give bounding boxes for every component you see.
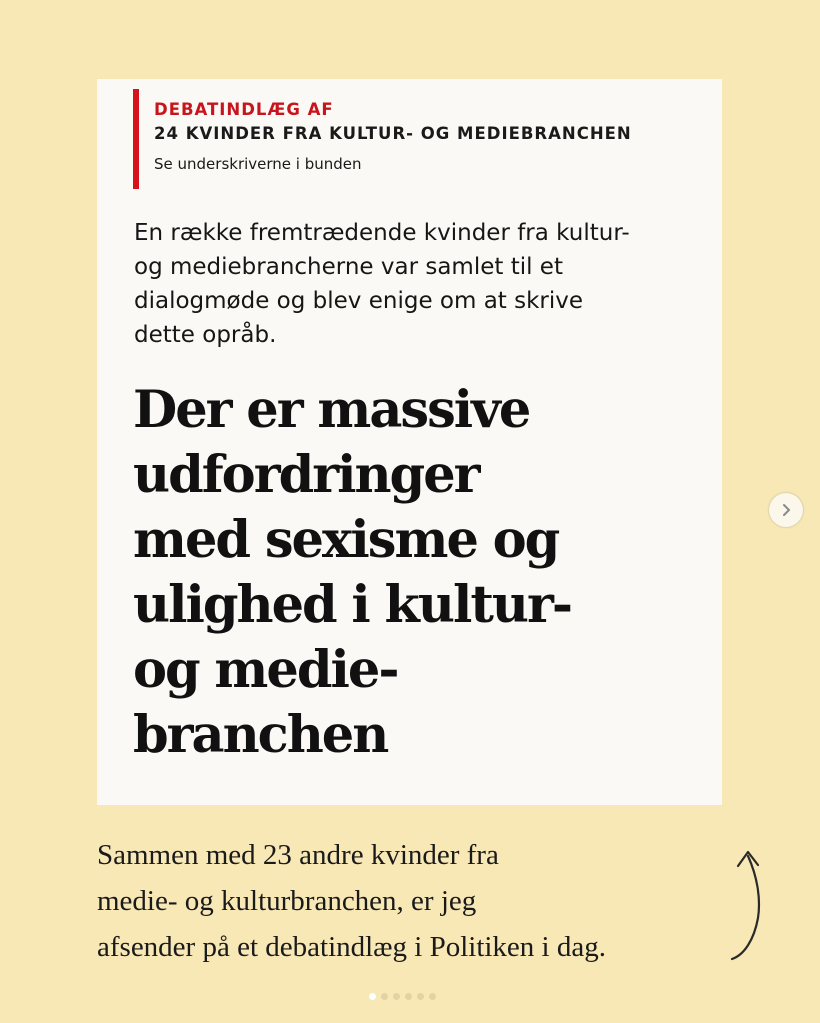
- headline-line: Der er massive: [133, 380, 530, 440]
- lead-line: dette opråb.: [134, 322, 277, 348]
- caption-line: Sammen med 23 andre kvinder fra: [97, 839, 499, 871]
- carousel-dot[interactable]: [393, 993, 400, 1000]
- hand-drawn-arrow-icon: [724, 842, 768, 964]
- post-caption: [97, 832, 606, 970]
- headline-line: branchen: [133, 705, 388, 765]
- carousel-dot[interactable]: [417, 993, 424, 1000]
- lead-line: dialogmøde og blev enige om at skrive: [134, 288, 584, 314]
- article-card: [97, 79, 722, 805]
- carousel-dot[interactable]: [381, 993, 388, 1000]
- headline-line: udfordringer: [133, 445, 479, 505]
- caption-line: medie- og kulturbranchen, er jeg: [97, 885, 477, 917]
- lead-line: En række fremtrædende kvinder fra kultur-: [134, 220, 630, 246]
- headline-line: med sexisme og: [133, 510, 559, 570]
- article-authors: 24 KVINDER FRA KULTUR- OG MEDIEBRANCHEN: [154, 124, 632, 143]
- signers-note: Se underskriverne i bunden: [154, 155, 362, 173]
- carousel-dot[interactable]: [429, 993, 436, 1000]
- article-lead: [134, 216, 694, 352]
- chevron-right-icon: [778, 502, 794, 518]
- headline-line: ulighed i kultur-: [133, 575, 572, 635]
- carousel-pagination: [369, 993, 436, 1000]
- article-kicker: DEBATINDLÆG AF: [154, 100, 334, 119]
- carousel-dot[interactable]: [405, 993, 412, 1000]
- article-headline: [133, 378, 713, 768]
- headline-line: og medie-: [133, 640, 398, 700]
- caption-line: afsender på et debatindlæg i Politiken i dag.: [97, 931, 606, 963]
- byline-accent-bar: [133, 89, 139, 189]
- carousel-next-button[interactable]: [769, 493, 803, 527]
- carousel-dot[interactable]: [369, 993, 376, 1000]
- lead-line: og mediebrancherne var samlet til et: [134, 254, 563, 280]
